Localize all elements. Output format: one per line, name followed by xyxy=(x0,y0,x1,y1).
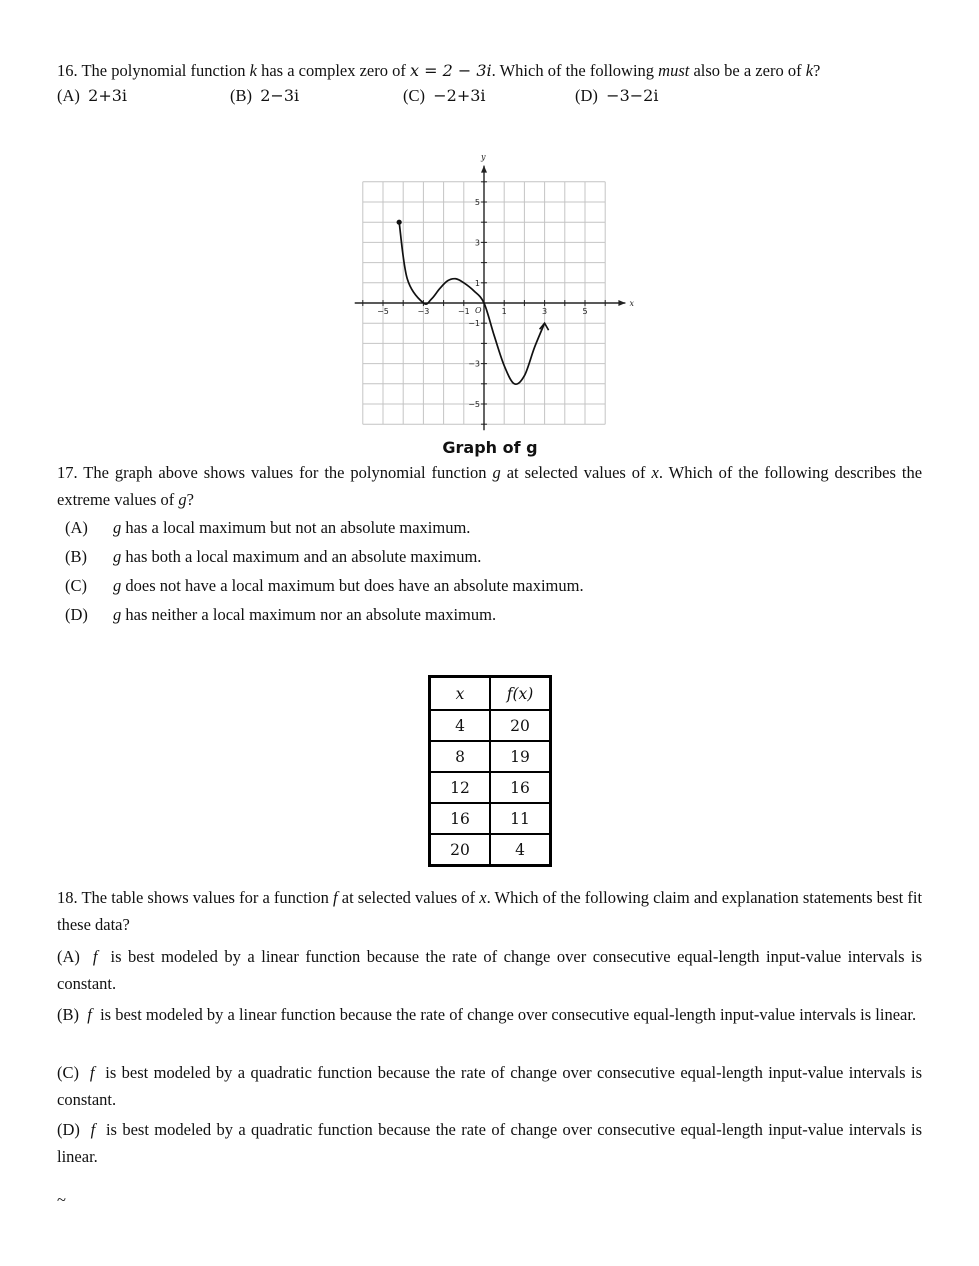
option-label: (D) xyxy=(575,86,598,105)
question-16-stem xyxy=(57,61,927,81)
q18-text-b: at selected values of xyxy=(341,888,476,907)
option-value: −3−2i xyxy=(606,86,659,105)
table-header-row xyxy=(430,677,551,711)
q17-func-2: g xyxy=(178,490,187,509)
option-text: has both a local maximum and an absolute maximum. xyxy=(125,547,482,566)
option-func: f xyxy=(87,1005,92,1024)
x-tick-label: −3 xyxy=(417,307,430,316)
x-tick-label: 5 xyxy=(582,307,588,316)
q16-must: must xyxy=(658,61,690,80)
q17-option-c[interactable] xyxy=(65,576,925,605)
option-text: is best modeled by a linear function because the rate of change over consecutive equal-length input-value intervals is constant. xyxy=(57,947,923,993)
option-value: −2+3i xyxy=(433,86,486,105)
table-cell-x: 8 xyxy=(430,741,491,772)
option-label: (A) xyxy=(57,947,80,966)
q16-option-d[interactable] xyxy=(575,86,658,106)
option-label: (A) xyxy=(65,518,88,537)
q16-text-after: . Which of the following xyxy=(491,61,655,80)
option-label: (B) xyxy=(230,86,252,105)
y-tick-label: 5 xyxy=(474,198,480,207)
option-text: is best modeled by a quadratic function because the rate of change over consecutive equal-length input-value intervals is constant. xyxy=(57,1063,923,1109)
q16-func-name-2: k xyxy=(805,61,814,80)
x-tick-label: −5 xyxy=(377,307,389,316)
y-tick-label: −5 xyxy=(468,400,480,409)
table-cell-x: 12 xyxy=(430,772,491,803)
q16-text: The polynomial function xyxy=(81,61,246,80)
q17-text-c: . Which of the following describes the extreme values of xyxy=(57,463,923,509)
option-text: has a local maximum but not an absolute maximum. xyxy=(125,518,471,537)
option-func: g xyxy=(113,518,122,537)
table-cell-fx: 4 xyxy=(490,834,551,866)
q17-var: x xyxy=(651,463,659,482)
q16-text-end: also be a zero of xyxy=(693,61,802,80)
q16-qmark: ? xyxy=(813,61,821,80)
origin-label: O xyxy=(475,306,482,315)
q18-text-c: . Which of the following claim and explanation statements best fit these data? xyxy=(57,888,923,934)
q18-func: f xyxy=(333,888,338,907)
table-row xyxy=(430,772,551,803)
table-cell-x: 16 xyxy=(430,803,491,834)
y-tick-label: −3 xyxy=(468,359,480,369)
table-row xyxy=(430,710,551,741)
table-row xyxy=(430,803,551,834)
option-func: g xyxy=(113,605,122,624)
q18-option-d[interactable] xyxy=(57,1116,922,1170)
q18-number: 18. xyxy=(57,888,78,907)
table-header-x xyxy=(430,677,491,711)
table-cell-fx: 19 xyxy=(490,741,551,772)
option-label: (A) xyxy=(57,86,80,105)
q17-func: g xyxy=(492,463,501,482)
q16-zero: x = 2 − 3i xyxy=(410,61,492,80)
table-cell-fx: 11 xyxy=(490,803,551,834)
option-label: (D) xyxy=(65,605,88,624)
q16-option-a[interactable] xyxy=(57,86,127,106)
q17-number: 17. xyxy=(57,463,78,482)
option-text: is best modeled by a linear function because the rate of change over consecutive equal-length input-value intervals is linear. xyxy=(100,1005,917,1024)
x-tick-label: −1 xyxy=(457,307,470,316)
graph-of-g xyxy=(350,150,640,435)
closed-endpoint-dot xyxy=(397,220,402,225)
graph-axes xyxy=(355,153,635,431)
option-label: (C) xyxy=(57,1063,79,1082)
x-tick-label: 1 xyxy=(501,307,507,316)
y-tick-label: 1 xyxy=(474,278,480,288)
q18-option-c[interactable] xyxy=(57,1059,922,1113)
q16-number: 16. xyxy=(57,61,78,80)
x-axis-arrowhead xyxy=(618,300,625,306)
q16-text-mid: has a complex zero of xyxy=(261,61,406,80)
header-x-text: x xyxy=(455,684,465,703)
q18-option-b[interactable] xyxy=(57,1001,922,1028)
q17-option-a[interactable] xyxy=(65,518,925,547)
q17-option-d[interactable] xyxy=(65,605,925,634)
question-16-options xyxy=(57,86,927,110)
q17-text-b: at selected values of xyxy=(506,463,646,482)
q16-option-c[interactable] xyxy=(403,86,486,106)
option-label: (D) xyxy=(57,1120,80,1139)
option-func: g xyxy=(113,547,122,566)
table-row xyxy=(430,741,551,772)
y-tick-label: 3 xyxy=(474,238,480,248)
table-header-fx xyxy=(490,677,551,711)
table-cell-x: 4 xyxy=(430,710,491,741)
q17-text-d: ? xyxy=(186,490,194,509)
option-label: (C) xyxy=(65,576,87,595)
q17-option-b[interactable] xyxy=(65,547,925,576)
y-tick-label: −1 xyxy=(468,319,480,329)
option-value: 2+3i xyxy=(88,86,128,105)
question-18-stem xyxy=(57,884,922,938)
footer-mark: ~ xyxy=(57,1190,66,1209)
q16-option-b[interactable] xyxy=(230,86,299,106)
x-axis-label: x xyxy=(629,299,634,308)
option-value: 2−3i xyxy=(260,86,300,105)
option-label: (C) xyxy=(403,86,425,105)
q17-text-a: The graph above shows values for the polynomial function xyxy=(83,463,487,482)
y-axis-arrowhead xyxy=(481,166,487,173)
option-label: (B) xyxy=(65,547,87,566)
table-cell-fx: 16 xyxy=(490,772,551,803)
question-17-options xyxy=(65,518,925,634)
option-func: f xyxy=(90,1120,96,1139)
option-text: does not have a local maximum but does have an absolute maximum. xyxy=(125,576,584,595)
q18-option-a[interactable] xyxy=(57,943,922,997)
table-row xyxy=(430,834,551,866)
q18-var: x xyxy=(479,888,487,907)
q16-func-name: k xyxy=(249,61,257,80)
table-cell-x: 20 xyxy=(430,834,491,866)
option-func: f xyxy=(89,1063,95,1082)
header-fx-text: f(x) xyxy=(506,684,534,703)
option-text: is best modeled by a quadratic function because the rate of change over consecutive equal-length input-value intervals is linear. xyxy=(57,1120,922,1166)
y-axis-label: y xyxy=(481,152,486,162)
graph-caption: Graph of g xyxy=(442,438,538,457)
q18-text-a: The table shows values for a function xyxy=(81,888,329,907)
function-table xyxy=(428,675,552,867)
table-cell-fx: 20 xyxy=(490,710,551,741)
option-func: g xyxy=(113,576,122,595)
x-tick-label: 3 xyxy=(542,307,548,316)
option-label: (B) xyxy=(57,1005,79,1024)
option-func: f xyxy=(92,947,98,966)
option-text: has neither a local maximum nor an absolute maximum. xyxy=(125,605,497,624)
question-17-stem xyxy=(57,459,922,513)
